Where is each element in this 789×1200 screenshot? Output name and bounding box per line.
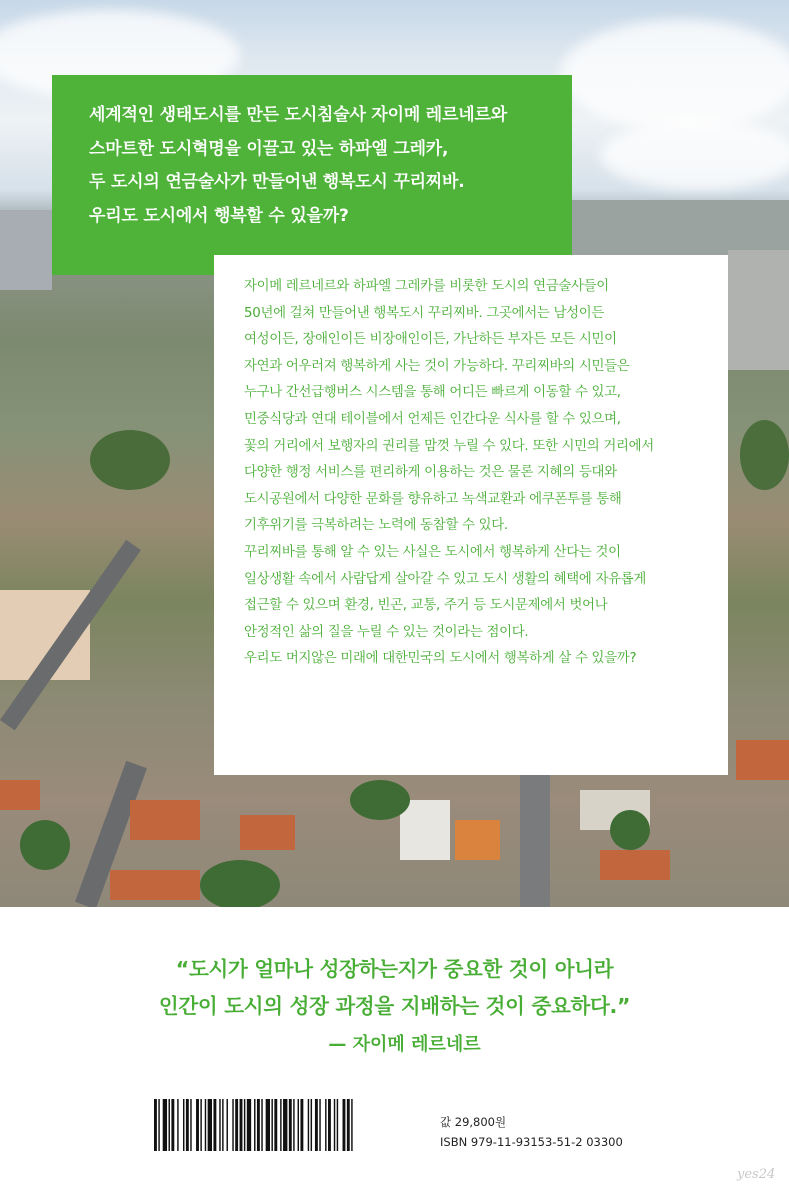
house-roof <box>600 850 670 880</box>
intro-line: 세계적인 생태도시를 만든 도시침술사 자이메 레르네르와 <box>89 105 507 125</box>
house-roof <box>110 870 200 900</box>
tree <box>90 430 170 490</box>
barcode-bar <box>274 1099 277 1151</box>
description-line: 자이메 레르네르와 하파엘 그레카를 비롯한 도시의 연금술사들이 <box>244 279 609 294</box>
house-roof <box>736 740 789 780</box>
description-line: 일상생활 속에서 사람답게 살아갈 수 있고 도시 생활의 혜택에 자유롭게 <box>244 571 647 587</box>
barcode-bar <box>200 1099 201 1151</box>
barcode-bar <box>240 1099 243 1151</box>
description-line: 자연과 어우러져 행복하게 사는 것이 가능하다. 꾸리찌바의 시민들은 <box>244 358 630 374</box>
barcode-bar <box>177 1099 178 1151</box>
description-line: 누구나 간선급행버스 시스템을 통해 어디든 빠르게 이동할 수 있고, <box>244 385 621 401</box>
barcode-bar <box>298 1099 299 1151</box>
description-line: 여성이든, 장애인이든 비장애인이든, 가난하든 부자든 모든 시민이 <box>244 332 617 348</box>
barcode-bar <box>154 1099 157 1151</box>
barcode-bar <box>347 1099 350 1151</box>
barcode-bar <box>311 1099 312 1151</box>
barcode-bar <box>280 1099 281 1151</box>
house-roof <box>130 800 200 840</box>
barcode-bar <box>163 1099 167 1151</box>
barcode-bar <box>186 1099 189 1151</box>
barcode-bar <box>337 1099 338 1151</box>
barcode-bar <box>219 1099 220 1151</box>
intro-line: 우리도 도시에서 행복할 수 있을까? <box>89 205 349 226</box>
barcode-bar <box>227 1099 228 1151</box>
barcode-bar <box>328 1099 331 1151</box>
white-house <box>400 800 450 860</box>
description-box <box>214 255 728 775</box>
barcode-bars <box>152 1099 424 1151</box>
house-roof <box>455 820 500 860</box>
description-line: 도시공원에서 다양한 문화를 향유하고 녹색교환과 에쿠폰투를 통해 <box>244 491 622 507</box>
description-line: 안정적인 삶의 질을 누릴 수 있는 것이라는 점이다. <box>244 624 529 640</box>
description-line: 50년에 걸쳐 만들어낸 행복도시 꾸리찌바. 그곳에서는 남성이든 <box>244 305 605 321</box>
description-line: 우리도 머지않은 미래에 대한민국의 도시에서 행복하게 살 수 있을까? <box>244 651 637 667</box>
skyline-left <box>0 210 52 290</box>
description-line: 기후위기를 극복하려는 노력에 동참할 수 있다. <box>244 518 508 534</box>
description-line: 꾸리찌바를 통해 알 수 있는 사실은 도시에서 행복하게 산다는 것이 <box>244 544 621 560</box>
price-info <box>440 1112 623 1152</box>
description-line: 접근할 수 있으며 환경, 빈곤, 교통, 주거 등 도시문제에서 벗어나 <box>244 598 608 614</box>
barcode-bar <box>171 1099 174 1151</box>
barcode-bar <box>247 1099 251 1151</box>
road <box>520 775 550 907</box>
barcode-bar <box>208 1099 212 1151</box>
barcode-bar <box>254 1099 255 1151</box>
house-roof <box>240 815 295 850</box>
isbn-barcode <box>152 1099 424 1151</box>
barcode-bar <box>289 1099 292 1151</box>
barcode-bar <box>343 1099 346 1151</box>
quote-author: — 자이메 레르네르 <box>328 1034 481 1055</box>
tree <box>350 780 410 820</box>
barcode-bar <box>293 1099 294 1151</box>
buildings-right <box>728 250 789 370</box>
barcode-bar <box>334 1099 335 1151</box>
pull-quote <box>0 951 789 1063</box>
barcode-bar <box>222 1099 223 1151</box>
barcode-bar <box>257 1099 260 1151</box>
intro-line: 스마트한 도시혁명을 이끌고 있는 하파엘 그레카, <box>89 138 449 159</box>
intro-line: 두 도시의 연금술사가 만들어낸 행복도시 꾸리찌바. <box>89 172 465 192</box>
yes24-watermark: yes24 <box>737 1167 776 1182</box>
barcode-bar <box>261 1099 262 1151</box>
barcode-bar <box>196 1099 199 1151</box>
barcode-bar <box>308 1099 309 1151</box>
barcode-bar <box>232 1099 233 1151</box>
barcode-bar <box>271 1099 272 1151</box>
house-roof <box>0 780 40 810</box>
description-line: 꽃의 거리에서 보행자의 권리를 맘껏 누릴 수 있다. 또한 시민의 거리에서 <box>244 438 654 454</box>
barcode-bar <box>300 1099 303 1151</box>
barcode-bar <box>158 1099 159 1151</box>
barcode-bar <box>213 1099 216 1151</box>
barcode-bar <box>325 1099 326 1151</box>
tree <box>740 420 789 490</box>
barcode-bar <box>205 1099 206 1151</box>
barcode-bar <box>190 1099 191 1151</box>
tree <box>200 860 280 907</box>
cloud <box>600 120 789 190</box>
tree <box>610 810 650 850</box>
barcode-bar <box>283 1099 287 1151</box>
barcode-bar <box>235 1099 238 1151</box>
description-line: 다양한 행정 서비스를 편리하게 이용하는 것은 물론 지혜의 등대와 <box>244 465 617 481</box>
barcode-bar <box>315 1099 318 1151</box>
price-label: 값 29,800원 <box>440 1115 507 1129</box>
quote-line-1: “도시가 얼마나 성장하는지가 중요한 것이 아니라 <box>175 957 614 981</box>
cloud <box>560 20 789 130</box>
barcode-bar <box>244 1099 245 1151</box>
barcode-bar <box>169 1099 170 1151</box>
isbn-label: ISBN 979-11-93153-51-2 03300 <box>440 1135 623 1149</box>
description-line: 민중식당과 연대 테이블에서 언제든 인간다운 식사를 할 수 있으며, <box>244 411 621 427</box>
barcode-bar <box>266 1099 270 1151</box>
tree <box>20 820 70 870</box>
barcode-bar <box>351 1099 352 1151</box>
intro-box <box>52 75 572 275</box>
barcode-bar <box>183 1099 184 1151</box>
quote-line-2: 인간이 도시의 성장 과정을 지배하는 것이 중요하다.” <box>158 994 631 1018</box>
barcode-bar <box>319 1099 320 1151</box>
